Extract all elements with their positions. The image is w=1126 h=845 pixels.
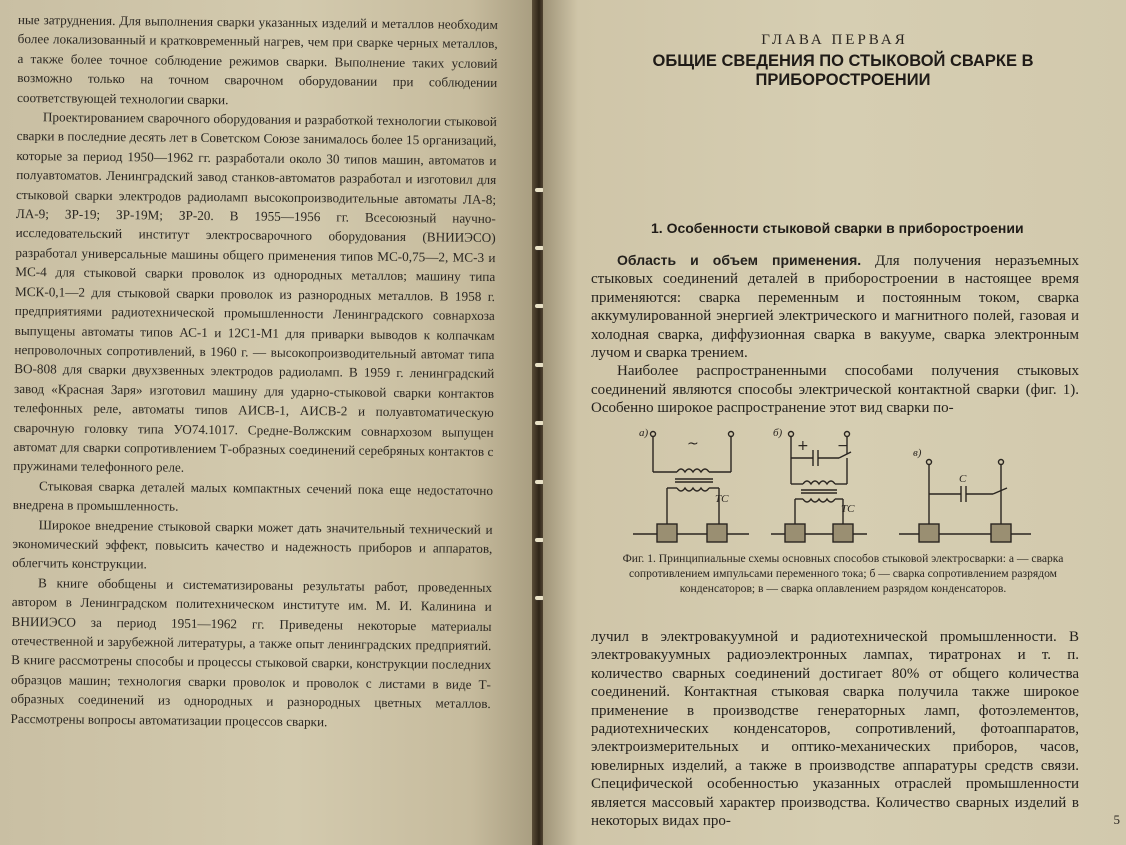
figure-label-c: в) xyxy=(913,447,922,459)
left-paragraph-5: В книге обобщены и систематизированы результаты работ, проведенных автором в Ленинградском политехническом институте им. М. И. Калинина и ВНИИЭСО за период 1951—1962 гг. Приведены некоторые материалы отечественной и зарубежной литературы, а также опыт ленинградских предприятий. В книге рассмотрены способы и процессы стыковой сварки, конструкции последних образцов машин; технология сварки проволок и проволок с листами в виде Т-образных соединений из однородных и разнородных цветных металлов. Рассмотрены вопросы автоматизации процессов сварки. xyxy=(10,575,493,729)
left-paragraph-2: Проектированием сварочного оборудования и разработкой технологии стыковой сварки в последние десять лет в Советском Союзе занималось более 15 организаций, которые за период 1950—1962 гг. разработали около 30 типов машин, автоматов и полуавтоматов. Ленинградский завод станков-автоматов разработал и изготовил для стыковой сварки электродов радиоламп высокопроизводительные автоматы ЛА-8; ЛА-9; ЗР-19; ЗР-19М; ЗР-20. В 1955—1956 гг. Всесоюзный научно-исследовательский институт электросварочного оборудования (ВНИИЭСО) разработал универсальные машины общего применения типов МС-0,75—2, МС-3 и МС-4 для стыковой сварки проволок из однородных металлов; машину типа МСК-0,1—2 для стыковой сварки проволок из разнородных металлов. В 1958 г. предприятиями радиотехнической промышленности Ленинградского совнархоза выпущены автоматы типов АС-1 и 12С1-М1 для приварки выводов к колпачкам непроволочных сопротивлений, в 1960 г. — высокопроизводительный автомат типа ВО-808 для сварки двухзвенных электродов радиоламп. В 1959 г. ленинградский завод «Красная Заря» изготовил машину для ударно-стыковой сварки контактов телефонных реле, автоматы типов АИСВ-1, АИСВ-2 и полуавтоматическую сварочную головку типа УО74.1017. Средне-Волжским совнархозом выпущен автомат для сварки сопротивлением Т-образных соединений серебряных контактов с пружинами телефонного реле. xyxy=(13,109,497,476)
figure-minus-symbol: − xyxy=(837,438,849,454)
figure-label-ts-b: ТС xyxy=(841,503,855,515)
figure-tilde-symbol: ~ xyxy=(687,436,699,452)
chapter-title: ОБЩИЕ СВЕДЕНИЯ ПО СТЫКОВОЙ СВАРКЕ В ПРИБОРОСТРОЕНИИ xyxy=(652,52,1034,89)
right-paragraph-2: Наиболее распространенными способами получения стыковых соединений являются способы электрической контактной сварки (фиг. 1). Особенно широкое распространение этот вид сварки по- xyxy=(591,363,1079,417)
page-number: 5 xyxy=(1113,812,1120,827)
left-page-text xyxy=(10,10,497,733)
right-text-bottom xyxy=(591,628,1079,830)
right-text-top xyxy=(591,251,1079,418)
schematic-b xyxy=(771,432,867,543)
figure-label-a: а) xyxy=(639,427,649,439)
chapter-label: ГЛАВА ПЕРВАЯ xyxy=(761,32,908,48)
left-paragraph-4: Широкое внедрение стыковой сварки может дать значительный технический и экономический эффект, повысить качество и надежность приборов и аппаратов, облегчить конструкции. xyxy=(12,516,493,572)
left-paragraph-1: ные затруднения. Для выполнения сварки указанных изделий и металлов необходим более локализованный и кратковременный нагрев, чем при сварке черных металлов, а также более точное соблюдение режимов сварки. Выполнение таких условий возможно только на точном сварочном оборудовании при соблюдении соответствующей технологии сварки. xyxy=(17,11,498,107)
section-heading: 1. Особенности стыковой сварки в приборостроении xyxy=(651,220,1024,236)
schematic-c xyxy=(899,460,1031,543)
right-page xyxy=(543,0,1126,845)
figure-plus-symbol: + xyxy=(797,438,809,454)
right-paragraph-1 xyxy=(591,251,1079,362)
figure-label-b: б) xyxy=(773,427,783,439)
left-paragraph-3: Стыковая сварка деталей малых компактных сечений пока еще недостаточно внедрена в промышленность. xyxy=(12,477,494,514)
figure-welding-schematics xyxy=(631,424,1051,550)
right-paragraph-3: лучил в электровакуумной и радиотехнической промышленности. В электровакуумных радиоэлектронных лампах, тиратронах и т. п. количество сварных соединений достигает 80% от общего количества соединений. Контактная стыковая сварка получила также широкое применение в производстве генераторных ламп, фотоэлементов, радиотехнических конденсаторов, сопротивлений, фотоаппаратов, электроизмерительных и оптико-механических приборов, часов, ювелирных изделий, а также в производстве аппаратуры средств связи. Специфической особенностью указанных отраслей промышленности является массовый характер производства. Количество сварных изделий в некоторых видах про- xyxy=(591,629,1079,830)
left-page xyxy=(0,0,535,845)
right-paragraph-1-body: Для получения неразъемных стыковых соединений деталей в приборостроении в настоящее время применяются: сварка переменным и постоянным током, сварка аккумулированной энергией электрического и магнитного полей, газовая и холодная сварка, диффузионная сварка в вакууме, сварка электронным лучом и сварка трением. xyxy=(591,253,1079,362)
figure-label-ts-a: ТС xyxy=(715,493,729,505)
figure-caption: Фиг. 1. Принципиальные схемы основных способов стыковой электросварки: а — сварка сопротивлением импульсами переменного тока; б — сварка сопротивлением разрядом конденсаторов; в — сварка оплавлением разрядом конденсаторов. xyxy=(622,552,1064,595)
figure-label-capacitor: С xyxy=(959,473,967,485)
runin-heading: Область и объем применения. xyxy=(617,252,862,268)
